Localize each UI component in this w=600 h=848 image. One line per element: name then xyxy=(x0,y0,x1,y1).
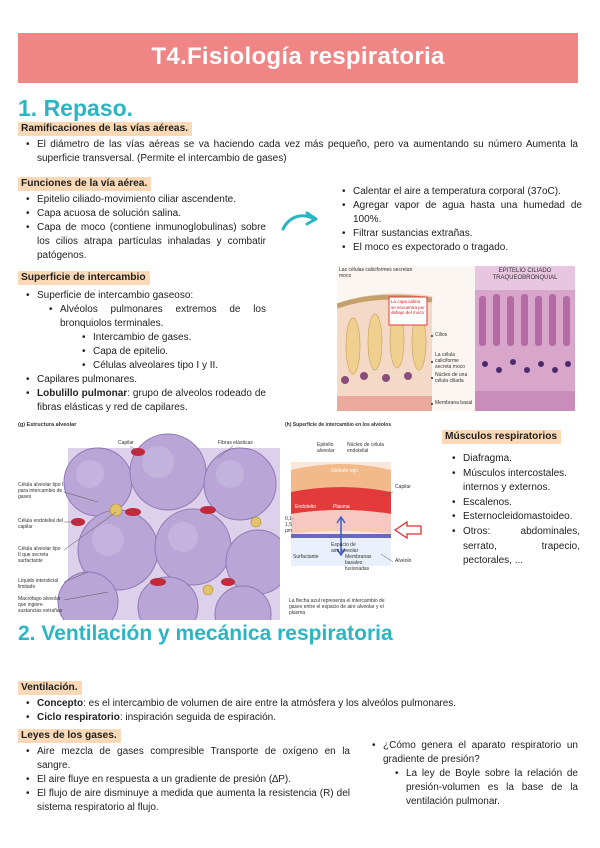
epithelium-title-2: TRAQUEOBRONQUIAL xyxy=(492,275,558,281)
exchange-label: Capilar xyxy=(395,484,411,490)
ventilacion-list xyxy=(26,697,578,725)
alveolar-figure xyxy=(18,422,280,620)
exchange-label: Epitelio alveolar xyxy=(317,442,335,454)
list-item: • Capa de moco (contiene inmunoglobulinas) sobre los cilios atrapa partículas inhaladas y combatir patógenos. xyxy=(26,221,266,263)
list-item: • Capa de epitelio. xyxy=(82,345,266,359)
list-item: • Escalenos. xyxy=(452,496,580,511)
alveolar-label: Capilar xyxy=(118,440,134,446)
list-item: • Otros: abdominales, serrato, trapecio, pectorales, ... xyxy=(452,525,580,569)
leyes-list xyxy=(26,745,350,815)
funciones-right-list xyxy=(342,185,582,255)
list-item: • La ley de Boyle sobre la relación de presión-volumen es la base de la ventilación pulmonar. xyxy=(395,767,578,809)
list-item: • Diafragma. xyxy=(452,452,580,467)
list-item: • Superficie de intercambio gaseoso: • Alvéolos pulmonares extremos de los bronquiolos terminales. • Intercambio de gases. • Capa de epitelio. • Células alveolares tipo I y II. xyxy=(26,289,266,373)
label-leyes: Leyes de los gases. xyxy=(18,729,121,743)
list-item: • Capa acuosa de solución salina. xyxy=(26,207,266,221)
list-item: • Células alveolares tipo I y II. xyxy=(82,359,266,373)
exchange-label: Endotelio xyxy=(295,504,316,510)
label-ventilacion: Ventilación. xyxy=(18,681,82,695)
epithelium-label: Núcleo de una célula ciliada xyxy=(435,372,468,384)
curved-arrow-icon xyxy=(280,207,320,233)
exchange-label: 0,1-1,5 µm xyxy=(285,516,294,534)
exchange-label: Plasma xyxy=(333,504,350,510)
leyes-question-list xyxy=(372,739,578,809)
label-musculos: Músculos respiratorios xyxy=(442,430,561,444)
alveolar-label: Célula endotelial del capilar xyxy=(18,518,64,530)
list-item: • Epitelio ciliado-movimiento ciliar ascendente. xyxy=(26,193,266,207)
exchange-title: (h) Superficie de intercambio en los alvéolos xyxy=(285,422,392,428)
list-item: • Alvéolos pulmonares extremos de los bronquiolos terminales. • Intercambio de gases. • Capa de epitelio. • Células alveolares tipo I y II. xyxy=(49,303,266,373)
label-superficie: Superficie de intercambio xyxy=(18,271,150,285)
exchange-figure xyxy=(285,422,425,620)
list-item: • Esternocleidomastoideo. xyxy=(452,510,580,525)
musculos-list xyxy=(452,452,580,569)
list-item: • Lobulillo pulmonar: grupo de alveolos rodeado de fibras elásticas y red de capilares. xyxy=(26,387,266,415)
exchange-label: Membranas basales fusionadas xyxy=(345,554,372,572)
list-item: • Ciclo respiratorio: inspiración seguida de espiración. xyxy=(26,711,578,725)
epithelium-top-label: Las células caliciformes secretan moco xyxy=(339,267,413,279)
list-item: • Filtrar sustancias extrañas. xyxy=(342,227,582,241)
epithelium-label: Cilios xyxy=(435,332,448,338)
exchange-label: Alvéolo xyxy=(395,558,412,564)
alveolar-label: Macrófago alveolar que ingiere sustancias extrañas xyxy=(18,596,63,614)
list-item: • Intercambio de gases. xyxy=(82,331,266,345)
list-item: • Aire mezcla de gases compresible Transporte de oxígeno en la sangre. xyxy=(26,745,350,773)
epithelium-label: Membrana basal xyxy=(435,400,473,406)
superficie-list xyxy=(26,289,266,415)
alveolar-label: Fibras elásticas xyxy=(218,440,253,446)
exchange-label: Glóbulo rojo xyxy=(331,468,358,474)
epithelium-title-1: EPITELIO CILIADO xyxy=(498,268,552,274)
list-item: • Capilares pulmonares. xyxy=(26,373,266,387)
exchange-label: Núcleo de célula endotelial xyxy=(347,442,384,454)
epithelium-callout: La capa salina se encuentra por debajo del moco xyxy=(391,299,425,315)
alveolar-title: (g) Estructura alveolar xyxy=(18,422,77,428)
exchange-caption: La flecha azul representa el intercambio de gases entre el espacio de aire alveolar y el plasma xyxy=(289,598,385,616)
list-item: • El flujo de aire disminuye a medida que aumenta la resistencia (R) del sistema respiratorio al flujo. xyxy=(26,787,350,815)
list-item: • Agregar vapor de agua hasta una humedad de 100%. xyxy=(342,199,582,227)
label-funciones: Funciones de la vía aérea. xyxy=(18,177,151,191)
page-title: T4.Fisiología respiratoria xyxy=(151,43,445,70)
list-item: • Calentar el aire a temperatura corporal (37oC). xyxy=(342,185,582,199)
label-ramificaciones: Ramificaciones de las vías aéreas. xyxy=(18,122,192,136)
funciones-left-list xyxy=(26,193,266,263)
list-item: • El moco es expectorado o tragado. xyxy=(342,241,582,255)
title-banner xyxy=(18,33,578,83)
list-item: • Músculos intercostales. internos y externos. xyxy=(452,467,580,496)
alveolar-label: Célula alveolar tipo I para intercambio de gases xyxy=(18,482,64,500)
epithelium-label: La célula caliciforme secreta moco xyxy=(435,352,466,370)
ramificaciones-text: • El diámetro de las vías aéreas se va haciendo cada vez más pequeño, pero va aumentando su número Aumenta la superficie transversal. (Permite el intercambio de gases) xyxy=(26,138,578,166)
section-heading-ventilacion: 2. Ventilación y mecánica respiratoria xyxy=(18,622,393,645)
list-item: • Concepto: es el intercambio de volumen de aire entre la atmósfera y los alveólos pulmonares. xyxy=(26,697,578,711)
epithelium-figure xyxy=(337,266,575,411)
list-item: • El aire fluye en respuesta a un gradiente de presión (∆P). xyxy=(26,773,350,787)
exchange-label: Espacio de aire alveolar xyxy=(331,542,359,554)
ramificaciones-list xyxy=(26,138,578,166)
exchange-label: Surfactante xyxy=(293,554,319,560)
list-item: • ¿Cómo genera el aparato respiratorio un gradiente de presión? • La ley de Boyle sobre la relación de presión-volumen es la base de la ventilación pulmonar. xyxy=(372,739,578,809)
alveolar-label: Líquido intersticial limitado xyxy=(18,578,59,590)
section-heading-repaso: 1. Repaso. xyxy=(18,95,134,121)
alveolar-label: Célula alveolar tipo II que secreta surfactante xyxy=(18,546,61,564)
